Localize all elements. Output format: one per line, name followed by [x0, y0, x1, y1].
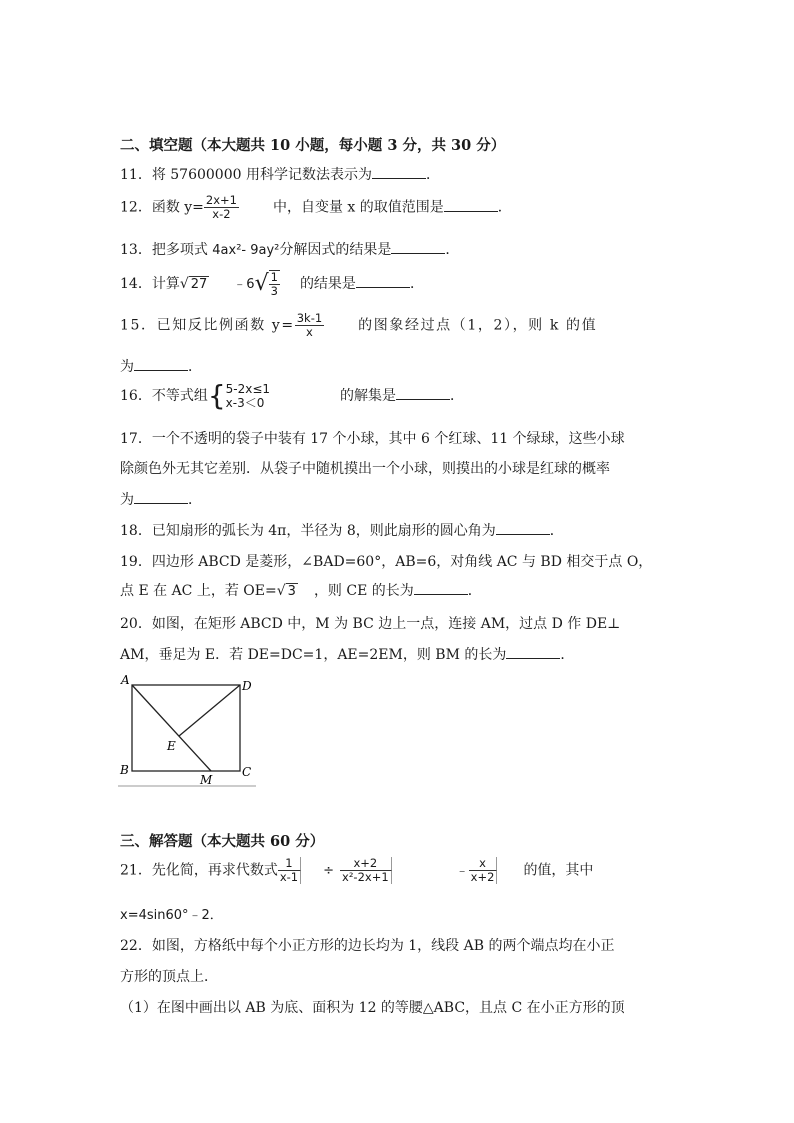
label-e: E — [167, 739, 176, 753]
fraction-numerator: x — [469, 857, 498, 870]
fraction-numerator: x+2 — [340, 857, 392, 870]
label-c: C — [242, 765, 252, 779]
question-11 — [120, 164, 440, 184]
question-22-line-2: 方形的顶点上． — [120, 969, 218, 985]
question-12 — [120, 194, 512, 221]
fraction-numerator: 1 — [270, 270, 278, 284]
question-13 — [120, 239, 459, 259]
question-14 — [120, 270, 424, 298]
fraction-denominator: x-2 — [204, 207, 239, 221]
question-14-prefix: 14．计算 — [120, 276, 180, 292]
question-18-end: ． — [549, 523, 564, 539]
question-11-end: ． — [425, 167, 440, 183]
label-d: D — [242, 679, 252, 693]
question-21-prefix: 21．先化简，再求代数式 — [120, 862, 278, 879]
fraction-3 — [469, 857, 498, 884]
segment-de — [179, 685, 240, 736]
question-12-prefix: 12．函数 y= — [120, 199, 204, 216]
fraction-numerator: 3k-1 — [296, 311, 323, 325]
fraction-denominator: x²-2x+1 — [340, 870, 392, 884]
question-21 — [120, 857, 593, 884]
question-14-end: ． — [409, 276, 424, 292]
answer-blank — [396, 387, 450, 400]
fraction-2 — [340, 857, 392, 884]
question-15-line-2-text: 为 — [120, 359, 134, 375]
question-20-line-2 — [120, 644, 574, 664]
question-15-prefix: 15．已知反比例函数 y= — [120, 317, 295, 334]
section-3-heading: 三、解答题（本大题共 60 分） — [120, 833, 325, 850]
answer-blank — [506, 646, 560, 659]
fraction-numerator: 2x+1 — [205, 193, 237, 207]
question-17-line-3-text: 为 — [120, 492, 134, 508]
question-12-suffix: 中，自变量 x 的取值范围是 — [272, 199, 444, 216]
rectangle-figure — [116, 672, 261, 790]
question-16-prefix: 16．不等式组 — [120, 388, 208, 404]
divide-sign: ÷ — [323, 863, 335, 879]
fraction — [295, 312, 324, 339]
question-13-end: ． — [445, 242, 460, 258]
answer-blank — [444, 199, 498, 212]
inequality-1: 5-2x≤1 — [225, 382, 271, 396]
answer-blank — [134, 491, 188, 504]
question-14-suffix: 的结果是 — [299, 276, 356, 292]
question-15 — [120, 312, 597, 339]
answer-blank — [391, 241, 445, 254]
fraction-numerator: 1 — [278, 857, 301, 870]
answer-blank — [134, 358, 188, 371]
question-19-line-2-suffix: ，则 CE 的长为 — [313, 583, 414, 599]
section-2-heading: 二、填空题（本大题共 10 小题，每小题 3 分，共 30 分） — [120, 137, 506, 154]
question-20-end: ． — [560, 647, 575, 663]
question-20-line-1: 20．如图，在矩形 ABCD 中，M 为 BC 边上一点，连接 AM，过点 D 作 DE⊥ — [120, 616, 621, 632]
minus-sign: ﹣ — [455, 863, 469, 879]
question-21-line-2: x=4sin60°﹣2． — [120, 908, 223, 923]
answer-blank — [372, 166, 426, 179]
answer-blank — [356, 275, 410, 288]
question-15-suffix: 的图象经过点（1，2），则 k 的值 — [358, 317, 598, 334]
question-15-line-2 — [120, 356, 202, 376]
question-16 — [120, 379, 465, 412]
question-21-suffix: 的值，其中 — [523, 862, 594, 879]
answer-blank — [496, 522, 550, 535]
question-17-line-3 — [120, 489, 202, 509]
fraction-denominator: x — [295, 325, 324, 339]
question-15-end: ． — [188, 359, 202, 375]
radicand: 27 — [190, 277, 208, 292]
question-19-end: ． — [467, 583, 482, 599]
fraction-1 — [278, 857, 301, 884]
question-18-text: 18．已知扇形的弧长为 4π，半径为 8，则此扇形的圆心角为 — [120, 523, 496, 539]
question-13-prefix: 13．把多项式 — [120, 242, 213, 258]
label-m: M — [200, 773, 213, 787]
fraction-denominator: x-1 — [278, 870, 301, 884]
question-17-end: ． — [188, 492, 202, 508]
answer-blank — [414, 582, 468, 595]
fraction-denominator: 3 — [270, 284, 278, 298]
label-a: A — [121, 673, 130, 687]
question-16-suffix: 的解集是 — [340, 388, 397, 404]
segment-am — [132, 685, 211, 771]
question-13-suffix: 分解因式的结果是 — [279, 242, 392, 258]
question-19-line-2 — [120, 580, 482, 600]
square-root: √ 3 — [276, 583, 296, 599]
square-root-fraction: √ $\frac{1}{3}$ — [254, 270, 278, 298]
question-19-line-1: 19．四边形 ABCD 是菱形，∠BAD=60°，AB=6，对角线 AC 与 BD 相交于点 O， — [120, 554, 653, 570]
minus-six: ﹣6 — [233, 277, 255, 292]
question-22-sub-1: （1）在图中画出以 AB 为底、面积为 12 的等腰△ABC，且点 C 在小正方形的顶 — [120, 1000, 625, 1016]
question-19-line-2-prefix: 点 E 在 AC 上，若 OE= — [120, 583, 277, 599]
polynomial-expression: 4ax²- 9ay² — [212, 243, 280, 258]
question-17-line-2: 除颜色外无其它差别．从袋子中随机摸出一个小球，则摸出的小球是红球的概率 — [120, 461, 610, 477]
inequality-2: x-3＜0 — [225, 396, 265, 410]
fraction-denominator: x+2 — [469, 870, 498, 884]
fraction — [204, 194, 239, 221]
question-18 — [120, 520, 564, 540]
question-16-end: ． — [450, 388, 465, 404]
question-20-line-2-text: AM，垂足为 E．若 DE=DC=1，AE=2EM，则 BM 的长为 — [120, 647, 507, 663]
question-22-line-1: 22．如图，方格纸中每个小正方形的边长均为 1，线段 AB 的两个端点均在小正 — [120, 938, 615, 954]
label-b: B — [120, 763, 129, 777]
inequality-system — [207, 379, 271, 412]
question-12-end: ． — [497, 199, 512, 216]
radicand: 3 — [287, 584, 296, 599]
question-17-line-1: 17．一个不透明的袋子中装有 17 个小球，其中 6 个红球、11 个绿球，这些小球 — [120, 431, 625, 447]
square-root: √ 27 — [179, 276, 208, 292]
question-11-text: 11．将 57600000 用科学记数法表示为 — [120, 167, 372, 183]
left-brace: { — [207, 379, 226, 412]
